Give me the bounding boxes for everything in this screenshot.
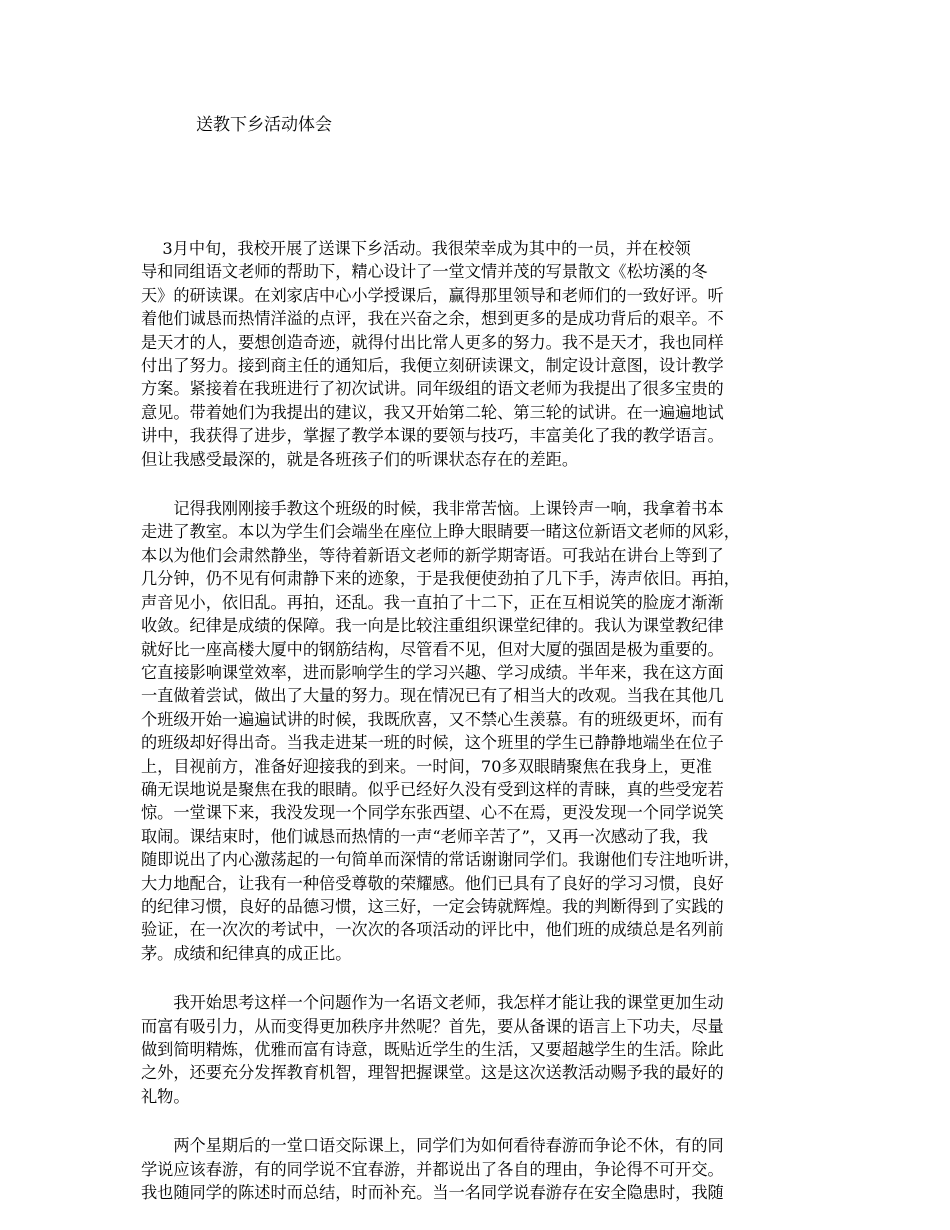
text-line: 意见。带着她们为我提出的建议，我又开始第二轮、第三轮的试讲。在一遍遍地试 bbox=[141, 402, 724, 422]
text-line: 声音见小，依旧乱。再拍，还乱。我一直拍了十二下，正在互相说笑的脸庞才渐渐 bbox=[141, 592, 724, 612]
text-line: 方案。紧接着在我班进行了初次试讲。同年级组的语文老师为我提出了很多宝贵的 bbox=[141, 379, 724, 399]
text-line: 惊。一堂课下来，我没发现一个同学东张西望、心不在焉，更没发现一个同学说笑 bbox=[141, 803, 724, 823]
text-line: 着他们诚恳而热情洋溢的点评，我在兴奋之余，想到更多的是成功背后的艰辛。不 bbox=[141, 309, 724, 329]
text-line: 取闹。课结束时，他们诚恳而热情的一声“老师辛苦了”，又再一次感动了我，我 bbox=[141, 826, 708, 846]
paragraph-4 bbox=[141, 1134, 817, 1204]
text-line: 的班级却好得出奇。当我走进某一班的时候，这个班里的学生已静静地端坐在位子 bbox=[141, 733, 724, 753]
text-line: 而富有吸引力，从而变得更加秩序井然呢？首先，要从备课的语言上下功夫，尽量 bbox=[141, 1016, 724, 1036]
text-line: 两个星期后的一堂口语交际课上，同学们为如何看待春游而争论不休，有的同 bbox=[141, 1136, 724, 1156]
text-line: 本以为他们会肃然静坐，等待着新语文老师的新学期寄语。可我站在讲台上等到了 bbox=[141, 545, 724, 565]
text-line: 做到简明精炼，优雅而富有诗意，既贴近学生的生活，又要超越学生的生活。除此 bbox=[141, 1040, 724, 1059]
text-line: 我也随同学的陈述时而总结，时而补充。当一名同学说春游存在安全隐患时，我随 bbox=[141, 1183, 724, 1203]
document-title: 送教下乡活动体会 bbox=[196, 115, 332, 135]
text-line: 收敛。纪律是成绩的保障。我一向是比较注重组织课堂纪律的。我认为课堂教纪律 bbox=[141, 616, 724, 636]
text-line: 随即说出了内心激荡起的一句简单而深情的常话谢谢同学们。我谢他们专注地听讲， bbox=[141, 850, 740, 870]
text-line: 上，目视前方，准备好迎接我的到来。一时间，70多双眼睛聚焦在我身上，更准 bbox=[141, 756, 712, 776]
text-line: 是天才的人，要想创造奇迹，就得付出比常人更多的努力。我不是天才，我也同样 bbox=[141, 332, 724, 352]
text-line: 记得我刚刚接手教这个班级的时候，我非常苦恼。上课铃声一响，我拿着书本 bbox=[141, 499, 724, 519]
text-line: 学说应该春游，有的同学说不宜春游，并都说出了各自的理由，争论得不可开交。 bbox=[141, 1159, 724, 1179]
text-line: 我开始思考这样一个问题作为一名语文老师，我怎样才能让我的课堂更加生动 bbox=[141, 993, 724, 1013]
paragraph-3 bbox=[141, 991, 817, 1108]
text-line: 走进了教室。本以为学生们会端坐在座位上睁大眼睛要一睹这位新语文老师的风彩， bbox=[141, 522, 740, 542]
text-line: 付出了努力。接到商主任的通知后，我便立刻研读课文，制定设计意图，设计教学 bbox=[141, 356, 724, 376]
text-line: 讲中，我获得了进步，掌握了教学本课的要领与技巧，丰富美化了我的教学语言。 bbox=[141, 426, 724, 446]
text-line: 导和同组语文老师的帮助下，精心设计了一堂文情并茂的写景散文《松坊溪的冬 bbox=[141, 262, 708, 282]
text-line: 一直做着尝试，做出了大量的努力。现在情况已有了相当大的改观。当我在其他几 bbox=[141, 686, 724, 706]
text-line: 验证，在一次次的考试中，一次次的各项活动的评比中，他们班的成绩总是名列前 bbox=[141, 920, 724, 940]
text-line: 之外，还要充分发挥教育机智，理智把握课堂。这是这次送教活动赐予我的最好的 bbox=[141, 1063, 724, 1083]
paragraph-2 bbox=[141, 497, 817, 965]
text-line: 个班级开始一遍遍试讲的时候，我既欣喜，又不禁心生羡慕。有的班级更坏，而有 bbox=[141, 709, 724, 729]
text-line: 茅。成绩和纪律真的成正比。 bbox=[141, 943, 352, 963]
text-line: 几分钟，仍不见有何肃静下来的迹象，于是我便使劲拍了几下手，涛声依旧。再拍， bbox=[141, 569, 740, 589]
text-line: 就好比一座高楼大厦中的钢筋结构，尽管看不见，但对大厦的强固是极为重要的。 bbox=[141, 639, 724, 659]
text-line: 3月中旬，我校开展了送课下乡活动。我很荣幸成为其中的一员，并在校领 bbox=[141, 239, 691, 258]
text-line: 礼物。 bbox=[141, 1086, 190, 1106]
text-line: 确无误地说是聚焦在我的眼睛。似乎已经好久没有受到这样的青睐，真的些受宠若 bbox=[141, 779, 724, 799]
text-line: 的纪律习惯，良好的品德习惯，这三好，一定会铸就辉煌。我的判断得到了实践的 bbox=[141, 896, 724, 916]
text-line: 它直接影响课堂效率，进而影响学生的学习兴趣、学习成绩。半年来，我在这方面 bbox=[141, 662, 724, 682]
paragraph-1 bbox=[141, 237, 817, 471]
text-line: 大力地配合，让我有一种倍受尊敬的荣耀感。他们已具有了良好的学习习惯，良好 bbox=[141, 873, 724, 893]
text-line: 但让我感受最深的，就是各班孩子们的听课状态存在的差距。 bbox=[141, 449, 579, 469]
text-line: 天》的研读课。在刘家店中心小学授课后，赢得那里领导和老师们的一致好评。听 bbox=[141, 285, 724, 305]
document-body bbox=[141, 237, 817, 1230]
